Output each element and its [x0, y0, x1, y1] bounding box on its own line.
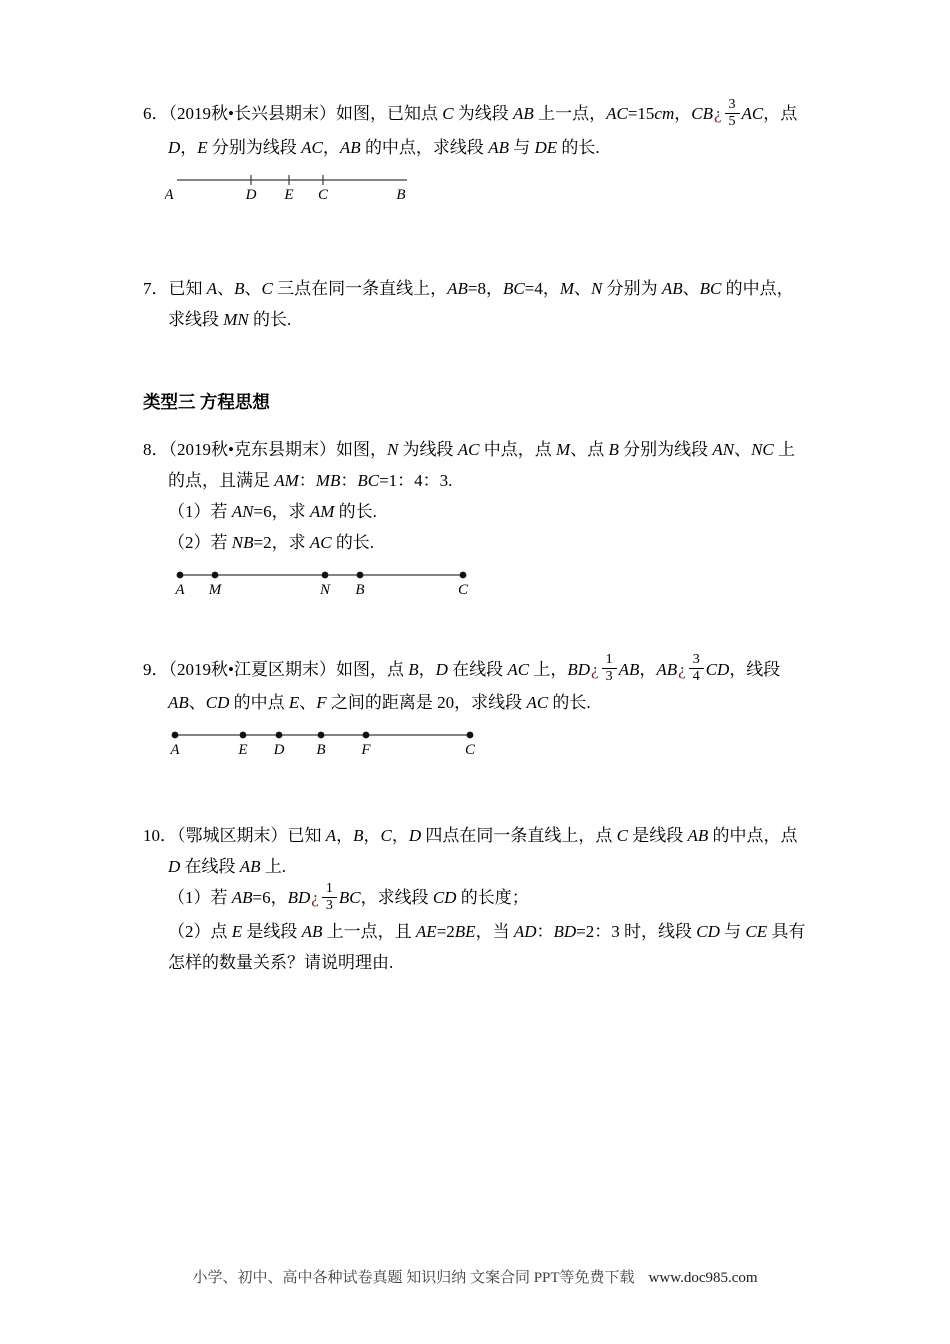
problem-9: [143, 654, 820, 765]
segment-diagram-problem-9: [168, 726, 820, 764]
svg-text:C: C: [464, 742, 476, 759]
problem-6: [143, 98, 820, 209]
segment-diagram-problem-6: [165, 171, 820, 209]
fraction: $\frac{3}{5}$: [725, 97, 740, 130]
svg-text:C: C: [317, 186, 329, 203]
problem-8-line-2: 的点，且满足 AM：MB：BC=1：4：3.: [168, 470, 453, 490]
svg-text:D: D: [273, 742, 285, 759]
svg-text:B: B: [396, 186, 406, 203]
svg-text:A: A: [170, 742, 180, 759]
section-type3-heading: 类型三 方程思想: [143, 391, 270, 412]
segment-diagram-problem-8: [173, 566, 820, 604]
svg-text:E: E: [238, 742, 248, 759]
svg-text:A: A: [175, 581, 185, 598]
problem-9-line-2: AB、CD 的中点 E、F 之间的距离是 20，求线段 AC 的长.: [168, 693, 591, 713]
problem-8-subitem-2: （2）若 NB=2，求 AC 的长.: [168, 532, 375, 552]
svg-text:D: D: [245, 186, 257, 203]
svg-text:N: N: [319, 581, 331, 598]
problem-6-line-1: 6．（2019秋•长兴县期末）如图，已知点 C 为线段 AB 上一点，AC=15cm，CB¿ $\frac{3}{5}$ AC，点: [143, 96, 798, 129]
svg-text:M: M: [208, 581, 222, 598]
problem-10-subitem-2: （2）点 E 是线段 AB 上一点，且 AE=2BE，当 AD：BD=2：3 时，线段 CD 与 CE 具有: [168, 922, 806, 942]
problem-10-subitem-2-cont: 怎样的数量关系？请说明理由.: [168, 953, 394, 973]
fraction: $\frac{1}{3}$: [322, 881, 337, 914]
page-footer: [0, 1266, 950, 1287]
problem-8-subitem-1: （1）若 AN=6，求 AM 的长.: [168, 501, 377, 521]
footer-note: 小学、初中、高中各种试卷真题 知识归纳 文案合同 PPT等免费下载: [192, 1270, 635, 1286]
svg-text:F: F: [361, 742, 371, 759]
svg-text:B: B: [316, 742, 326, 759]
problem-10-subitem-1: （1）若 AB=6，BD¿ $\frac{1}{3}$ BC，求线段 CD 的长度；: [168, 880, 529, 913]
problem-8: [143, 434, 820, 604]
svg-text:A: A: [165, 186, 174, 203]
problem-7-line-1: 7．已知 A、B、C 三点在同一条直线上，AB=8，BC=4，M、N 分别为 AB、BC 的中点，: [143, 278, 794, 298]
problem-6-line-2: D，E 分别为线段 AC，AB 的中点，求线段 AB 与 DE 的长.: [168, 137, 600, 157]
problem-10-line-2: D 在线段 AB 上.: [168, 857, 287, 877]
problem-7: [143, 273, 820, 335]
problem-7-line-2: 求线段 MN 的长.: [168, 309, 292, 329]
problem-10-line-1: 10．（鄂城区期末）已知 A，B，C，D 四点在同一条直线上，点 C 是线段 AB 的中点，点: [143, 826, 798, 846]
problem-10: [143, 820, 820, 978]
svg-text:E: E: [284, 186, 294, 203]
problem-9-line-1: 9．（2019秋•江夏区期末）如图，点 B，D 在线段 AC 上，BD¿ $\frac{1}{3}$ AB，AB¿ $\frac{3}{4}$ CD，线段: [143, 652, 781, 685]
svg-text:C: C: [457, 581, 469, 598]
footer-url[interactable]: www.doc985.com: [648, 1270, 758, 1286]
fraction: $\frac{3}{4}$: [689, 652, 704, 685]
problem-8-line-1: 8．（2019秋•克东县期末）如图，N 为线段 AC 中点，点 M、点 B 分别为线段 AN、NC 上: [143, 439, 796, 459]
svg-text:B: B: [355, 581, 365, 598]
fraction: $\frac{1}{3}$: [602, 652, 617, 685]
